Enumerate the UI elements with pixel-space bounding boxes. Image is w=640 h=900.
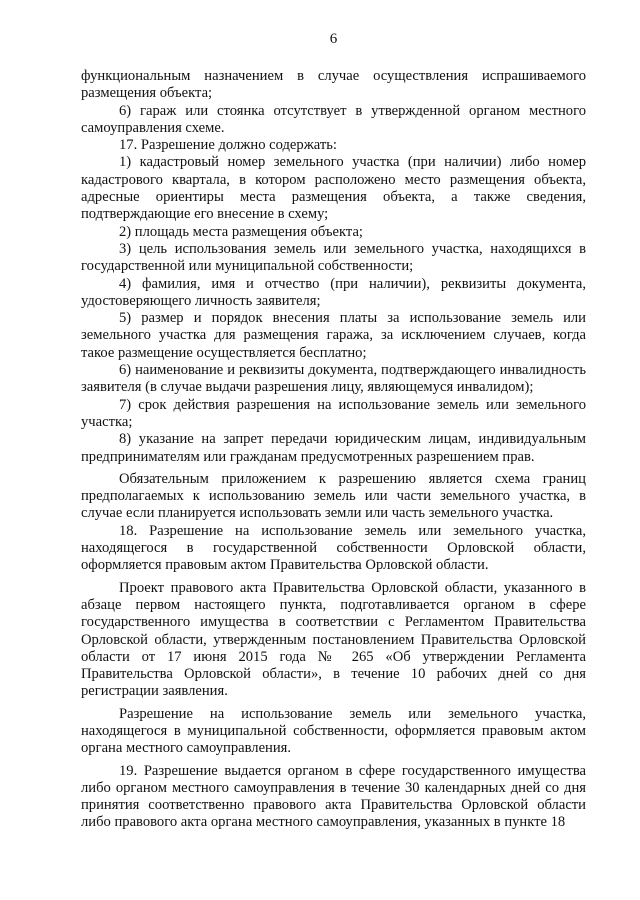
paragraph-item-5-fee: 5) размер и порядок внесения платы за использование земель или земельного участка для размещения гаража, за исключением случаев, когда такое размещение осуществляется бесплатно; [81, 310, 586, 361]
paragraph-mandatory-attachment: Обязательным приложением к разрешению является схема границ предполагаемых к использованию земель или части земельного участка, в случае если планируется использовать земли или часть земельного участка. [81, 470, 586, 522]
paragraph-item-3-purpose: 3) цель использования земель или земельного участка, находящихся в государственной или муниципальной собственности; [81, 240, 586, 275]
page-number: 6 [329, 31, 338, 47]
paragraph-section-19: 19. Разрешение выдается органом в сфере государственного имущества либо органом местного самоуправления в течение 30 календарных дней со дня принятия соответственно правового акта Правительства Орловской области либо правового акта органа местного самоуправления, указанных в пункте 18 [81, 762, 586, 831]
paragraph-item-6-disability: 6) наименование и реквизиты документа, подтверждающего инвалидность заявителя (в случае выдачи разрешения лицу, являющемуся инвалидом); [81, 362, 586, 396]
paragraph-item-8-prohibition: 8) указание на запрет передачи юридическим лицам, индивидуальным предпринимателям или гражданам предусмотренных разрешением прав. [81, 431, 586, 465]
paragraph-continuation: функциональным назначением в случае осуществления испрашиваемого размещения объекта; [81, 68, 586, 102]
paragraph-section-17: 17. Разрешение должно содержать: [119, 137, 337, 154]
paragraph-item-4-applicant: 4) фамилия, имя и отчество (при наличии), реквизиты документа, удостоверяющего личность заявителя; [81, 275, 586, 309]
paragraph-item-6-garage: 6) гараж или стоянка отсутствует в утвержденной органом местного самоуправления схеме. [81, 102, 586, 136]
document-body [81, 68, 586, 832]
paragraph-item-7-term: 7) срок действия разрешения на использование земель или земельного участка; [81, 396, 586, 430]
paragraph-draft-act: Проект правового акта Правительства Орловской области, указанного в абзаце первом настоящего пункта, подготавливается органом в сфере государственного имущества в соответствии с Регламентом Правительства Орловской области, утвержденным постановлением Правительства Орловской области от 17 июня 2015 года № 265 «Об утверждении Регламента Правительства Орловской области», в течение 10 рабочих дней со дня регистрации заявления. [81, 579, 586, 700]
paragraph-item-1-cadastral: 1) кадастровый номер земельного участка (при наличии) либо номер кадастрового квартала, в котором расположено место размещения объекта, адресные ориентиры места размещения объекта, а также сведения, подтверждающие его внесение в схему; [81, 154, 586, 223]
paragraph-item-2-area: 2) площадь места размещения объекта; [119, 223, 363, 240]
paragraph-section-18: 18. Разрешение на использование земель или земельного участка, находящегося в государственной собственности Орловской области, оформляется правовым актом Правительства Орловской области. [81, 522, 586, 574]
paragraph-municipal-permit: Разрешение на использование земель или земельного участка, находящегося в муниципальной собственности, оформляется правовым актом органа местного самоуправления. [81, 705, 586, 757]
